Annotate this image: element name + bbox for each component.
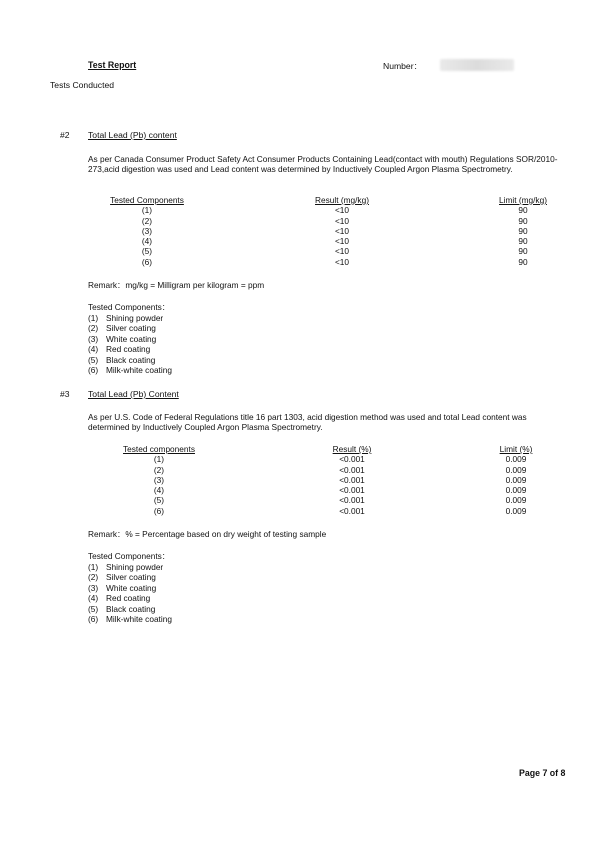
cell-component: (2) — [141, 215, 153, 226]
list-item — [88, 593, 172, 603]
cell-limit: 90 — [518, 215, 528, 226]
table-header-row — [88, 195, 568, 205]
list-item — [88, 334, 172, 344]
cell-result: <0.001 — [339, 464, 365, 475]
list-item — [88, 323, 172, 333]
table-row — [88, 495, 558, 505]
cell-limit: 0.009 — [505, 495, 527, 506]
section-3-paragraph: As per U.S. Code of Federal Regulations title 16 part 1303, acid digestion method was used and total Lead content was determined by Inductively Coupled Argon Plasma Spectrometry. — [88, 412, 527, 433]
cell-component: (3) — [153, 474, 165, 485]
cell-component: (2) — [153, 464, 165, 475]
cell-limit: 0.009 — [505, 485, 527, 496]
component-index: (6) — [88, 614, 99, 625]
cell-result: <0.001 — [339, 474, 365, 485]
list-item — [88, 614, 172, 624]
table-row — [88, 257, 568, 267]
table-row — [88, 246, 568, 256]
table-row — [88, 454, 558, 464]
component-index: (2) — [88, 572, 99, 583]
component-index: (2) — [88, 323, 99, 334]
component-name: Shining powder — [106, 562, 164, 572]
component-name: White coating — [106, 333, 157, 344]
cell-component: (1) — [141, 205, 153, 216]
cell-result: <10 — [334, 236, 350, 247]
cell-component: (1) — [153, 454, 165, 465]
report-number-redacted — [440, 59, 514, 71]
page-number: Page 7 of 8 — [519, 768, 566, 778]
cell-result: <0.001 — [339, 454, 365, 465]
cell-component: (4) — [153, 485, 165, 496]
section-3-number: #3 — [60, 389, 70, 399]
table-row — [88, 205, 568, 215]
cell-limit: 0.009 — [505, 464, 527, 475]
component-name: Silver coating — [106, 323, 156, 334]
section-3-components-list — [88, 562, 172, 624]
component-index: (1) — [88, 562, 99, 572]
list-item — [88, 583, 172, 593]
section-3-remark: Remark：% = Percentage based on dry weight of testing sample — [88, 529, 327, 539]
section-3-results-table — [88, 444, 558, 516]
component-name: Silver coating — [106, 572, 156, 583]
cell-result: <10 — [334, 205, 350, 216]
tests-conducted-heading: Tests Conducted — [50, 80, 115, 90]
column-header-result: Result (mg/kg) — [315, 195, 369, 205]
cell-component: (6) — [141, 256, 153, 267]
section-2-remark: Remark：mg/kg = Milligram per kilogram = ppm — [88, 280, 265, 290]
component-name: Milk-white coating — [106, 365, 172, 376]
section-3-title: Total Lead (Pb) Content — [88, 389, 179, 399]
cell-limit: 90 — [518, 225, 528, 236]
cell-result: <0.001 — [339, 485, 365, 496]
section-2-paragraph: As per Canada Consumer Product Safety Act Consumer Products Containing Lead(contact with mouth) Regulations SOR/2010-273,acid digestion was used and Lead content was determined by Inductively Coupled Argon Plasma Spectrometry. — [88, 154, 558, 175]
component-index: (6) — [88, 365, 99, 376]
cell-component: (5) — [141, 246, 153, 257]
cell-limit: 90 — [518, 246, 528, 257]
component-name: White coating — [106, 582, 157, 593]
cell-result: <10 — [334, 225, 350, 236]
cell-result: <10 — [334, 256, 350, 267]
cell-result: <0.001 — [339, 495, 365, 506]
column-header-limit: Limit (%) — [499, 444, 533, 454]
table-row — [88, 465, 558, 475]
table-row — [88, 485, 558, 495]
column-header-tested-components: Tested components — [123, 444, 195, 454]
cell-limit: 90 — [518, 205, 528, 216]
list-item — [88, 313, 172, 323]
component-index: (5) — [88, 603, 99, 614]
component-index: (4) — [88, 593, 99, 604]
table-row — [88, 216, 568, 226]
component-name: Red coating — [106, 344, 151, 355]
component-index: (4) — [88, 344, 99, 355]
section-3-components-heading: Tested Components： — [88, 551, 171, 561]
list-item — [88, 344, 172, 354]
list-item — [88, 572, 172, 582]
component-name: Black coating — [106, 603, 156, 614]
list-item — [88, 604, 172, 614]
cell-result: <0.001 — [339, 505, 365, 516]
report-number-label: Number： — [383, 61, 423, 71]
section-2-components-list — [88, 313, 172, 375]
cell-limit: 90 — [518, 236, 528, 247]
table-header-row — [88, 444, 558, 454]
section-2-components-heading: Tested Components： — [88, 302, 171, 312]
cell-result: <10 — [334, 215, 350, 226]
section-2-title: Total Lead (Pb) content — [88, 130, 177, 140]
table-row — [88, 226, 568, 236]
table-row — [88, 475, 558, 485]
list-item — [88, 355, 172, 365]
cell-component: (4) — [141, 236, 153, 247]
table-row — [88, 506, 558, 516]
column-header-result: Result (%) — [332, 444, 372, 454]
cell-limit: 0.009 — [505, 474, 527, 485]
cell-result: <10 — [334, 246, 350, 257]
cell-limit: 90 — [518, 256, 528, 267]
component-index: (5) — [88, 354, 99, 365]
cell-component: (5) — [153, 495, 165, 506]
component-index: (3) — [88, 333, 99, 344]
cell-component: (3) — [141, 225, 153, 236]
list-item — [88, 562, 172, 572]
table-row — [88, 236, 568, 246]
list-item — [88, 365, 172, 375]
report-title: Test Report — [88, 60, 137, 70]
component-name: Shining powder — [106, 313, 164, 323]
cell-limit: 0.009 — [505, 454, 527, 465]
component-name: Red coating — [106, 593, 151, 604]
component-name: Black coating — [106, 354, 156, 365]
column-header-limit: Limit (mg/kg) — [499, 195, 547, 205]
cell-limit: 0.009 — [505, 505, 527, 516]
section-2-results-table — [88, 195, 568, 267]
component-index: (3) — [88, 582, 99, 593]
cell-component: (6) — [153, 505, 165, 516]
component-name: Milk-white coating — [106, 614, 172, 625]
section-2-number: #2 — [60, 130, 70, 140]
column-header-tested-components: Tested Components — [110, 195, 184, 205]
component-index: (1) — [88, 313, 99, 323]
